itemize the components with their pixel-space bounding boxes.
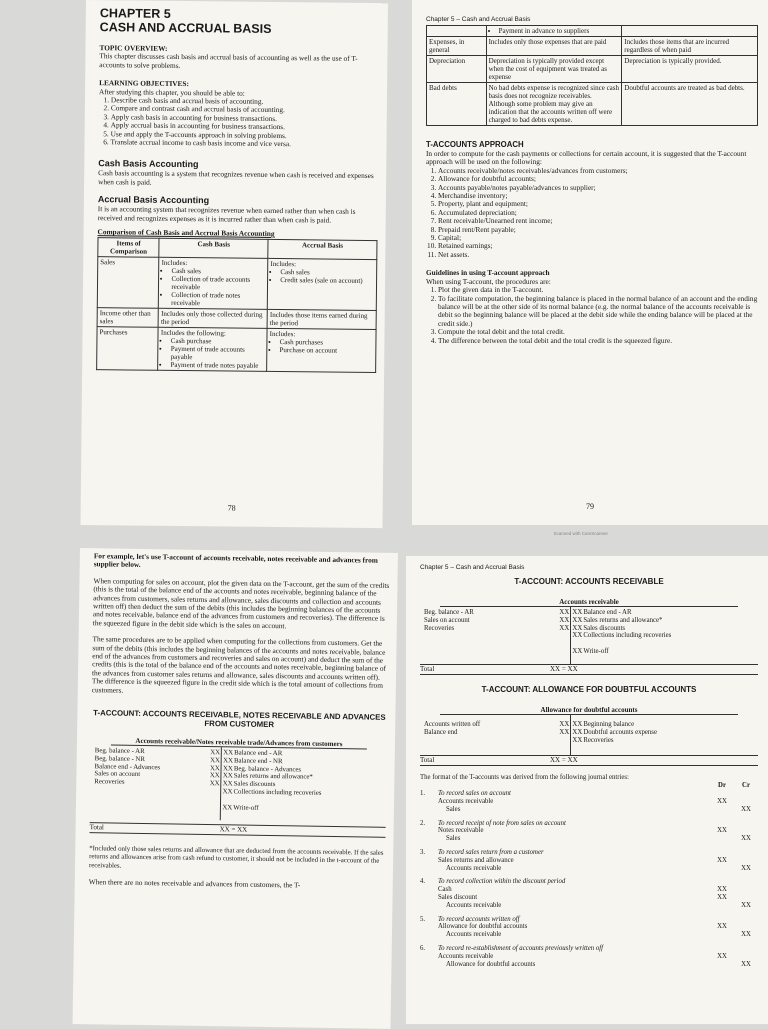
entry-account: Sales discount: [438, 893, 478, 901]
ada-taccount-heading: T-ACCOUNT: ALLOWANCE FOR DOUBTFUL ACCOUNTS: [481, 685, 697, 695]
cell-text: Includes those items earned during the period: [267, 309, 376, 329]
amount: XX: [223, 749, 234, 757]
cell-bullet: • Cash purchase: [171, 336, 265, 345]
amount: XX: [209, 772, 220, 780]
entry-cr: XX: [741, 901, 751, 909]
entry-title: To record re-establishment of accounts previously written off: [438, 944, 604, 952]
amount: XX: [572, 729, 583, 737]
cell-text: [622, 26, 758, 37]
entry-account: Allowance for doubtful accounts: [438, 923, 528, 931]
total-label: Total: [420, 755, 435, 764]
table-row: [427, 83, 758, 126]
cell-bullet: • Payment of trade accounts payable: [171, 344, 265, 361]
col-header-items: Items of Comparison: [98, 237, 160, 257]
total-label: Total: [420, 665, 435, 674]
credit-entry: Sales discounts: [583, 624, 626, 632]
entry-account: Accounts receivable: [438, 952, 494, 960]
cell-intro: Includes:: [269, 329, 296, 338]
amount: XX: [572, 721, 583, 729]
credit-entry: Beginning balance: [583, 721, 635, 729]
cell-bullet: • Collection of trade accounts receivable: [171, 274, 265, 291]
row-item: Sales: [97, 256, 159, 308]
list-item: 7. Rent receivable/Unearned rent income;: [438, 217, 758, 225]
entry-dr: [710, 961, 734, 969]
taccount-body: [94, 745, 383, 822]
entry-cr: XX: [741, 931, 751, 939]
cell-bullet: • Collection of trade notes receivable: [171, 290, 265, 307]
objectives-intro: After studying this chapter, you should be able to:: [98, 86, 245, 98]
entry-cr: XX: [741, 835, 751, 843]
list-item: 8. Prepaid rent/Rent payable;: [438, 226, 758, 234]
total-value: XX = XX: [550, 665, 578, 674]
objective-item: 5. Use and apply the T-accounts approach in solving problems.: [111, 130, 379, 141]
cell-text: No bad debts expense is recognized since cash basis does not recognize receivables. Although some problem may give an indication that the accounts written off were charged to bad debts expense.: [486, 83, 622, 126]
entry-cr: [734, 886, 758, 894]
cell-intro: Includes:: [270, 259, 297, 268]
cell-bullet: • Cash sales: [172, 266, 266, 275]
amount: XX: [559, 624, 570, 632]
topic-heading: TOPIC OVERVIEW:: [99, 43, 168, 53]
amount: XX: [222, 780, 233, 788]
cell-text: Includes those items that are incurred regardless of when paid: [622, 37, 758, 56]
entry-cr: [734, 798, 758, 806]
cash-basis-text: Cash basis accounting is a system that recognizes revenue when cash is received and expenses when cash is paid.: [98, 168, 374, 187]
objective-item: 2. Compare and contrast cash and accrual basis of accounting.: [111, 105, 379, 116]
credit-entry: Recoveries: [583, 736, 614, 744]
objectives-list: [98, 96, 379, 149]
cell-intro: Includes the following:: [160, 328, 226, 337]
entry-account: Accounts receivable: [446, 864, 502, 872]
credit-entry: Write-off: [233, 804, 259, 812]
debit-entry: Accounts written off: [424, 721, 481, 729]
entry-dr: [710, 806, 734, 814]
entry-account: Accounts receivable: [446, 901, 502, 909]
taccount-total: [90, 822, 386, 838]
running-head: Chapter 5 – Cash and Accrual Basis: [420, 564, 525, 571]
cell-bullet: • Cash purchases: [280, 338, 374, 347]
guidelines-intro: When using T-account, the procedures are:: [426, 276, 551, 286]
objective-item: 4. Apply accrual basis in accounting for business transactions.: [111, 122, 379, 133]
entry-dr: XX: [717, 856, 727, 864]
credit-entry: Sales returns and allowance*: [583, 616, 663, 624]
ar-taccount-body: [424, 607, 758, 664]
amount: XX: [209, 780, 220, 788]
total-value: XX = XX: [550, 755, 578, 764]
cell-bullet: • Payment of trade notes payable: [171, 360, 265, 369]
taccounts-list: [426, 167, 758, 259]
credit-entry: Doubtful accounts expense: [583, 729, 657, 737]
list-item: 4. The difference between the total debit and the total credit is the squeezed figure.: [438, 337, 758, 345]
entry-cr: XX: [741, 960, 751, 968]
debit-entry: Sales on account: [94, 770, 141, 779]
amount: XX: [222, 772, 233, 780]
credit-entry: Write-off: [583, 648, 609, 656]
amount: XX: [210, 749, 221, 757]
cell-text: Includes only those collected during the period: [158, 308, 267, 328]
row-item: Income other than sales: [97, 307, 159, 327]
amount: XX: [222, 788, 233, 796]
credit-entry: Balance end - AR: [234, 749, 283, 758]
table-row: [97, 256, 377, 310]
entry-dr: XX: [717, 952, 727, 960]
list-item: 1. Accounts receivable/notes receivables/advances from customers;: [438, 167, 758, 175]
entry-number: 3.: [420, 848, 426, 856]
amount: XX: [210, 756, 220, 765]
table-row: [427, 26, 758, 37]
debit-entry: Recoveries: [94, 778, 125, 787]
amount: XX: [559, 729, 570, 737]
taccount-heading: T-ACCOUNT: ACCOUNTS RECEIVABLE, NOTES RECEIVABLE AND ADVANCES FROM CUSTOMER: [93, 708, 386, 730]
row-item: Depreciation: [427, 56, 487, 83]
amount: XX: [223, 757, 233, 765]
guidelines-heading: Guidelines in using T-account approach: [426, 268, 550, 278]
cell-intro: Includes:: [161, 258, 188, 267]
comparison-table: [96, 237, 377, 373]
entry-dr: XX: [717, 827, 727, 835]
amount: XX: [572, 632, 583, 640]
list-item: 11. Net assets.: [438, 251, 758, 259]
taccounts-intro: In order to compute for the cash payments or collections for certain account, it is suggested that the T-account approach will be used on the following:: [426, 149, 747, 167]
accrual-basis-text: It is an accounting system that recognizes revenue when earned rather than when cash is received and recognizes expenses as it is incurred rather than when cash is paid.: [97, 204, 356, 225]
paragraph: When computing for sales on account, plot the given data on the T-account, get the sum of the credits (this is the total of the balance end of the accounts and notes receivable, beginning balance of the advances from customers, sales returns and allowance, sales discounts and collection and accounts written off) then deduct the sum of the debits (this includes the beginning balances of the accounts and notes receivable, balance end of the advances from customers and recoveries). The difference is the squeezed figure in the debit side which is the sales on account.: [92, 576, 390, 631]
row-item: Bad debts: [427, 83, 487, 126]
objective-item: 1. Describe cash basis and accrual basis of accounting.: [111, 96, 379, 107]
cell-bullet: • Payment in advance to suppliers: [499, 27, 620, 35]
entry-cr: [734, 894, 758, 902]
row-item: [427, 26, 487, 37]
entry-title: To record receipt of note from sales on account: [438, 819, 566, 827]
objective-item: 3. Apply cash basis in accounting for business transactions.: [111, 113, 379, 124]
amount: XX: [559, 609, 570, 616]
list-item: 1. Plot the given data in the T-account.: [438, 286, 758, 294]
objectives-heading: LEARNING OBJECTIVES:: [99, 78, 189, 89]
debit-entry: Beg. balance - AR: [424, 609, 474, 616]
amount: XX: [222, 764, 233, 773]
journal-entry-4: [420, 878, 758, 909]
cell-text: Doubtful accounts are treated as bad debts.: [622, 83, 758, 126]
credit-entry: Sales discounts: [233, 780, 276, 789]
entry-account: Accounts receivable: [446, 931, 502, 939]
entry-title: To record sales on account: [438, 790, 511, 798]
cell-text: Depreciation is typically provided.: [622, 56, 758, 83]
entry-number: 6.: [420, 944, 426, 952]
entry-cr: [734, 953, 758, 961]
dr-label: Dr: [718, 782, 726, 790]
entry-title: To record accounts written off: [438, 915, 520, 923]
taccount-subtitle: Accounts receivable/Notes receivable trade/Advances from customers: [111, 737, 367, 750]
list-item: 2. To facilitate computation, the beginning balance is placed in the normal balance of an account and the ending balance will be at the other side of its normal balance (e.g. the normal balance of the accounts receivable is debit so the beginning balance will be placed at the debit side while the ending balance will be placed at the credit side.): [438, 295, 758, 329]
table-row: [97, 326, 376, 372]
credit-entry: Sales returns and allowance*: [233, 772, 313, 782]
entry-account: Accounts receivable: [438, 797, 494, 805]
list-item: 4. Merchandise inventory;: [438, 192, 758, 200]
total-label: Total: [89, 823, 104, 832]
page-81: [406, 556, 768, 1024]
table-row: [427, 56, 758, 83]
paragraph: The same procedures are to be applied when computing for the collections from customers. Get the sum of the debits (this includes the beginning balances of the accounts and notes receivable, balance end of the advances from customers and recoveries and sales on account) and deduct the sum of the credits (this is the total of the balance end of the accounts and notes receivable, beginning balance of the advances from customer sales returns and allowance, sales discounts and accounts written off). The difference is the squeezed figure in the credit side which is the total amount of collections from customers.: [91, 634, 387, 695]
entry-title: To record collection within the discount period: [438, 878, 566, 886]
table-row: [427, 37, 758, 56]
entry-account: Notes receivable: [438, 827, 484, 835]
cell-bullet: • Cash sales: [280, 268, 374, 277]
cr-label: Cr: [742, 782, 750, 790]
entry-cr: XX: [741, 864, 751, 872]
footnote: *Included only those sales returns and allowance that are deducted from the accounts receivable. If the sales returns and allowances arise from cash refund to customer, it should not be included in the t-account of the receivables.: [88, 845, 384, 870]
debit-entry: Sales on account: [424, 616, 470, 624]
page-79: [412, 0, 768, 525]
debit-entry: Balance end - Advances: [94, 762, 161, 771]
credit-entry: Balance end - NR: [233, 757, 283, 766]
journal-entry-2: [420, 820, 758, 843]
journal-entry-3: [420, 849, 758, 872]
list-item: 2. Allowance for doubtful accounts;: [438, 175, 758, 183]
cell-text: Depreciation is typically provided except when the cost of equipment was treated as expense: [486, 56, 622, 83]
amount: XX: [209, 764, 220, 772]
amount: XX: [572, 648, 583, 656]
entry-number: 2.: [420, 819, 426, 827]
journal-intro: The format of the T-accounts was derived from the following journal entries:: [420, 773, 629, 781]
entry-account: Allowance for doubtful accounts: [446, 960, 536, 968]
col-header-accrual: Accrual Basis: [268, 239, 377, 259]
list-item: 10. Retained earnings;: [438, 242, 758, 250]
amount: XX: [572, 624, 583, 632]
entry-account: Sales returns and allowance: [438, 856, 514, 864]
entry-dr: XX: [717, 893, 727, 901]
list-item: 3. Compute the total debit and the total credit.: [438, 328, 758, 336]
entry-dr: [710, 902, 734, 910]
credit-entry: Balance end - AR: [583, 609, 632, 616]
continued-text: When there are no notes receivable and advances from customers, the T-: [88, 877, 301, 890]
amount: XX: [559, 721, 570, 729]
ada-taccount-body: [424, 715, 758, 755]
cash-basis-heading: Cash Basis Accounting: [98, 158, 199, 170]
guidelines-list: [426, 286, 758, 345]
journal-entry-6: [420, 945, 758, 968]
page-number: 79: [586, 502, 594, 511]
chapter-number: CHAPTER 5: [99, 6, 171, 21]
row-item: Purchases: [97, 326, 159, 370]
entry-dr: XX: [717, 923, 727, 931]
debit-entry: Recoveries: [424, 624, 455, 632]
running-head: Chapter 5 – Cash and Accrual Basis: [426, 16, 531, 23]
page-80: [73, 548, 398, 1029]
comparison-table-continued: [426, 25, 758, 126]
entry-dr: [710, 865, 734, 873]
amount: XX: [572, 616, 583, 624]
ar-taccount-subtitle: Accounts receivable: [440, 598, 738, 607]
scanner-watermark: Scanned with CamScanner: [553, 531, 608, 536]
entry-cr: [734, 827, 758, 835]
page-78: [81, 0, 388, 528]
credit-entry: Collections including recoveries: [583, 632, 672, 640]
cell-bullet: • Purchase on account: [279, 346, 373, 355]
entry-title: To record sales return from a customer: [438, 848, 544, 856]
ar-taccount-heading: T-ACCOUNT: ACCOUNTS RECEIVABLE: [514, 577, 664, 586]
amount: XX: [559, 616, 570, 624]
credit-entry: Collections including recoveries: [233, 788, 322, 797]
ada-taccount-total: [420, 755, 758, 766]
entry-number: 1.: [420, 790, 426, 798]
debit-entry: Beg. balance - NR: [94, 755, 145, 763]
entry-number: 4.: [420, 878, 426, 886]
entry-account: Sales: [446, 835, 461, 843]
cell-text: Includes only those expenses that are paid: [486, 37, 622, 56]
comparison-heading: Comparison of Cash Basis and Accrual Basis Accounting: [97, 227, 275, 239]
page-number: 78: [227, 503, 236, 513]
cell-bullet: • Credit sales (sale on account): [280, 276, 374, 285]
entry-cr: [734, 857, 758, 865]
entry-account: Sales: [446, 805, 461, 813]
accrual-basis-heading: Accrual Basis Accounting: [97, 194, 210, 206]
list-item: 9. Capital;: [438, 234, 758, 242]
entry-number: 5.: [420, 915, 426, 923]
row-item: Expenses, in general: [427, 37, 487, 56]
entry-dr: XX: [717, 797, 727, 805]
amount: XX: [222, 804, 233, 812]
entry-dr: XX: [717, 886, 727, 894]
topic-text: This chapter discusses cash basis and accrual basis of accounting as well as the use of T-accounts to solve problems.: [99, 51, 358, 70]
total-value: XX = XX: [219, 825, 248, 834]
list-item: 5. Property, plant and equipment;: [438, 200, 758, 208]
list-item: 6. Accumulated depreciation;: [438, 209, 758, 217]
entry-cr: XX: [741, 805, 751, 813]
journal-entry-1: [420, 790, 758, 813]
objective-item: 6. Translate accrual income to cash basis income and vice versa.: [110, 138, 378, 149]
debit-entry: Beg. balance - AR: [94, 747, 145, 756]
entry-dr: [710, 931, 734, 939]
credit-entry: Beg. balance - Advances: [233, 765, 302, 774]
ada-taccount-subtitle: Allowance for doubtful accounts: [440, 706, 738, 715]
amount: XX: [572, 736, 583, 744]
entry-account: Cash: [438, 886, 452, 894]
ar-taccount-total: [420, 664, 758, 675]
entry-cr: [734, 923, 758, 931]
taccounts-heading: T-ACCOUNTS APPROACH: [426, 140, 524, 149]
chapter-title: CASH AND ACCRUAL BASIS: [99, 20, 272, 36]
intro-text: For example, let's use T-account of accounts receivable, notes receivable and advances from supplier below.: [93, 551, 378, 570]
debit-entry: Balance end: [424, 729, 458, 737]
journal-entry-5: [420, 916, 758, 939]
col-header-cash: Cash Basis: [159, 238, 268, 258]
amount: XX: [572, 609, 583, 616]
entry-dr: [710, 835, 734, 843]
list-item: 3. Accounts payable/notes payable/advances to supplier;: [438, 184, 758, 192]
